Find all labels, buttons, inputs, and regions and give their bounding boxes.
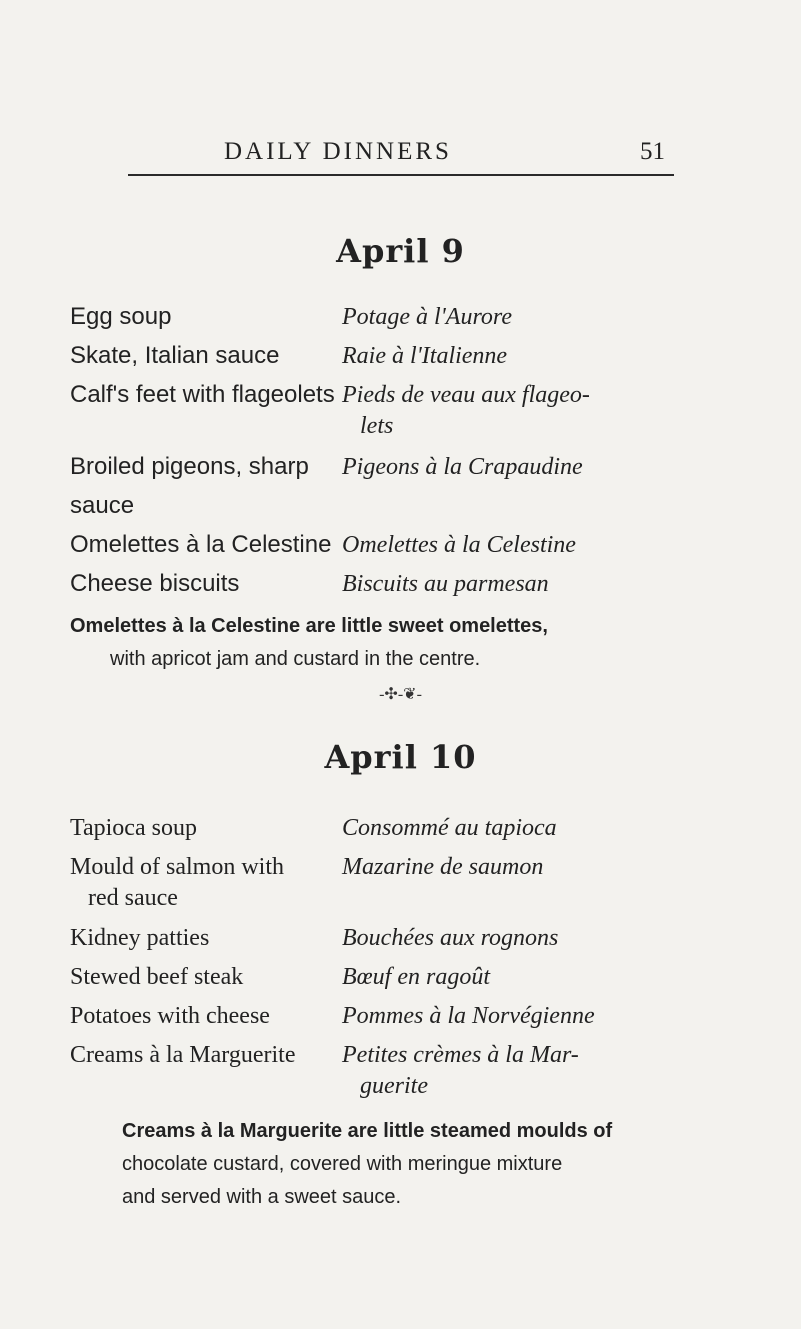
ornament-divider: -✣-❦- (379, 686, 422, 703)
menu-item-en: Potatoes with cheese (70, 1003, 270, 1029)
note-april-9 (70, 610, 770, 676)
section-heading-april-9: April 9 (336, 232, 465, 270)
menu-item-en: Broiled pigeons, sharp (70, 453, 309, 480)
menu-item-en: Skate, Italian sauce (70, 342, 280, 369)
menu-item-en: Omelettes à la Celestine (70, 531, 332, 558)
menu-item-en: sauce (70, 492, 135, 519)
note-line: with apricot jam and custard in the centre. (110, 648, 481, 670)
menu-item-fr: Bœuf en ragoût (342, 964, 490, 990)
menu-item-en: Calf's feet with flageolets (70, 381, 335, 408)
menu-item-fr: Raie à l'Italienne (342, 343, 508, 369)
menu-item-fr: lets (360, 413, 394, 439)
note-line: Creams à la Marguerite are little steamed moulds of (122, 1120, 613, 1142)
menu-item-fr: guerite (360, 1073, 428, 1099)
menu-item-fr: Omelettes à la Celestine (342, 532, 576, 558)
menu-item-fr: Consommé au tapioca (342, 815, 557, 841)
menu-item-en: Tapioca soup (70, 815, 197, 841)
menu-item-fr: Petites crèmes à la Mar- (342, 1042, 579, 1068)
running-title: DAILY DINNERS (224, 138, 452, 165)
menu-item-en: Egg soup (70, 303, 172, 330)
menu-item-en: Creams à la Marguerite (70, 1042, 296, 1068)
menu-item-en: red sauce (88, 885, 178, 911)
note-line: chocolate custard, covered with meringue mixture (122, 1153, 563, 1175)
menu-item-en: Kidney patties (70, 925, 210, 951)
menu-item-fr: Pieds de veau aux flageo- (342, 382, 590, 408)
menu-item-fr: Biscuits au parmesan (342, 571, 549, 597)
menu-item-fr: Potage à l'Aurore (342, 304, 512, 330)
menu-item-en: Cheese biscuits (70, 570, 240, 597)
note-line: Omelettes à la Celestine are little sweet omelettes, (70, 615, 548, 637)
note-april-10 (122, 1115, 772, 1214)
page-number: 51 (640, 138, 665, 165)
section-heading-april-10: April 10 (324, 738, 477, 776)
menu-item-fr: Pommes à la Norvégienne (342, 1003, 595, 1029)
header-rule (128, 174, 674, 176)
running-head (0, 138, 801, 178)
menu-item-fr: Pigeons à la Crapaudine (342, 454, 583, 480)
note-line: and served with a sweet sauce. (122, 1186, 402, 1208)
menu-item-en: Stewed beef steak (70, 964, 244, 990)
menu-item-en: Mould of salmon with (70, 854, 284, 880)
menu-item-fr: Bouchées aux rognons (342, 925, 559, 951)
menu-item-fr: Mazarine de saumon (342, 854, 544, 880)
